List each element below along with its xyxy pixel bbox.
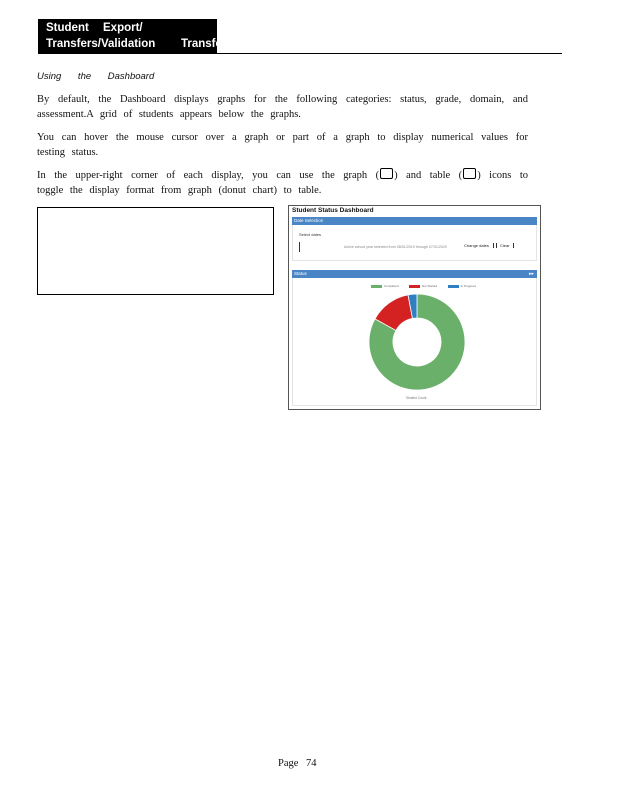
header-rule	[38, 53, 562, 54]
header-word-transfers: Transfers/Validation	[46, 38, 156, 50]
date-range-text: Active school year selected from 08/01/2019 through 07/31/2020	[344, 245, 447, 249]
header-word-student: Student	[46, 22, 89, 34]
status-bar-label: Status	[294, 271, 307, 276]
dashboard-title: Student Status Dashboard	[292, 207, 374, 214]
table-icon	[463, 168, 476, 179]
para3-middle: ) and table (	[394, 170, 463, 181]
page-number: Page 74	[278, 758, 317, 769]
status-bar	[292, 270, 537, 278]
chapter-header-line2	[46, 36, 222, 52]
para3-after: ) icons to toggle the display format from graph (donut chart) to table.	[37, 170, 529, 196]
legend-swatch-completed	[371, 285, 382, 288]
header-word-transfe: Transfe	[181, 38, 222, 50]
paragraph-hover: You can hover the mouse cursor over a graph or part of a graph to display numerical values for testing status.	[37, 132, 528, 158]
paragraph-toggle	[37, 168, 528, 198]
date-selection-bar: Date Selection	[292, 217, 537, 225]
legend-swatch-not-started	[409, 285, 420, 288]
chapter-header	[38, 19, 222, 53]
legend-item-not-started[interactable]	[409, 284, 437, 288]
legend-swatch-in-progress	[448, 285, 459, 288]
donut-caption: Student Count	[406, 396, 427, 400]
expand-icon[interactable]: ▸▸	[528, 271, 534, 277]
legend-label-completed: Completed	[384, 284, 399, 288]
status-panel	[292, 278, 537, 406]
legend-label-in-progress: In Progress	[460, 284, 476, 288]
note-box	[37, 207, 274, 295]
clear-button[interactable]: Clear	[496, 243, 514, 248]
dashboard-screenshot	[288, 205, 541, 410]
date-selection-panel	[292, 225, 537, 261]
paragraph-default-graphs: By default, the Dashboard displays graphs for the following categories: status, grade, domain, and assessment.A grid of students appears below the graphs.	[37, 94, 528, 120]
header-word-export: Export/	[103, 22, 143, 34]
para3-before: In the upper-right corner of each display, you can use the graph (	[37, 170, 380, 181]
date-filter-row	[299, 242, 525, 252]
select-dates-label: Select dates	[299, 232, 322, 237]
chart-legend	[371, 284, 482, 289]
graph-icon	[380, 168, 393, 179]
legend-item-completed[interactable]	[371, 284, 399, 288]
chapter-header-line1	[46, 20, 217, 36]
change-dates-button[interactable]: Change dates	[464, 243, 494, 248]
legend-label-not-started: Not Started	[421, 284, 438, 288]
status-donut-chart	[367, 292, 467, 392]
section-title: Using the Dashboard	[37, 71, 155, 82]
legend-item-in-progress[interactable]	[448, 284, 476, 288]
